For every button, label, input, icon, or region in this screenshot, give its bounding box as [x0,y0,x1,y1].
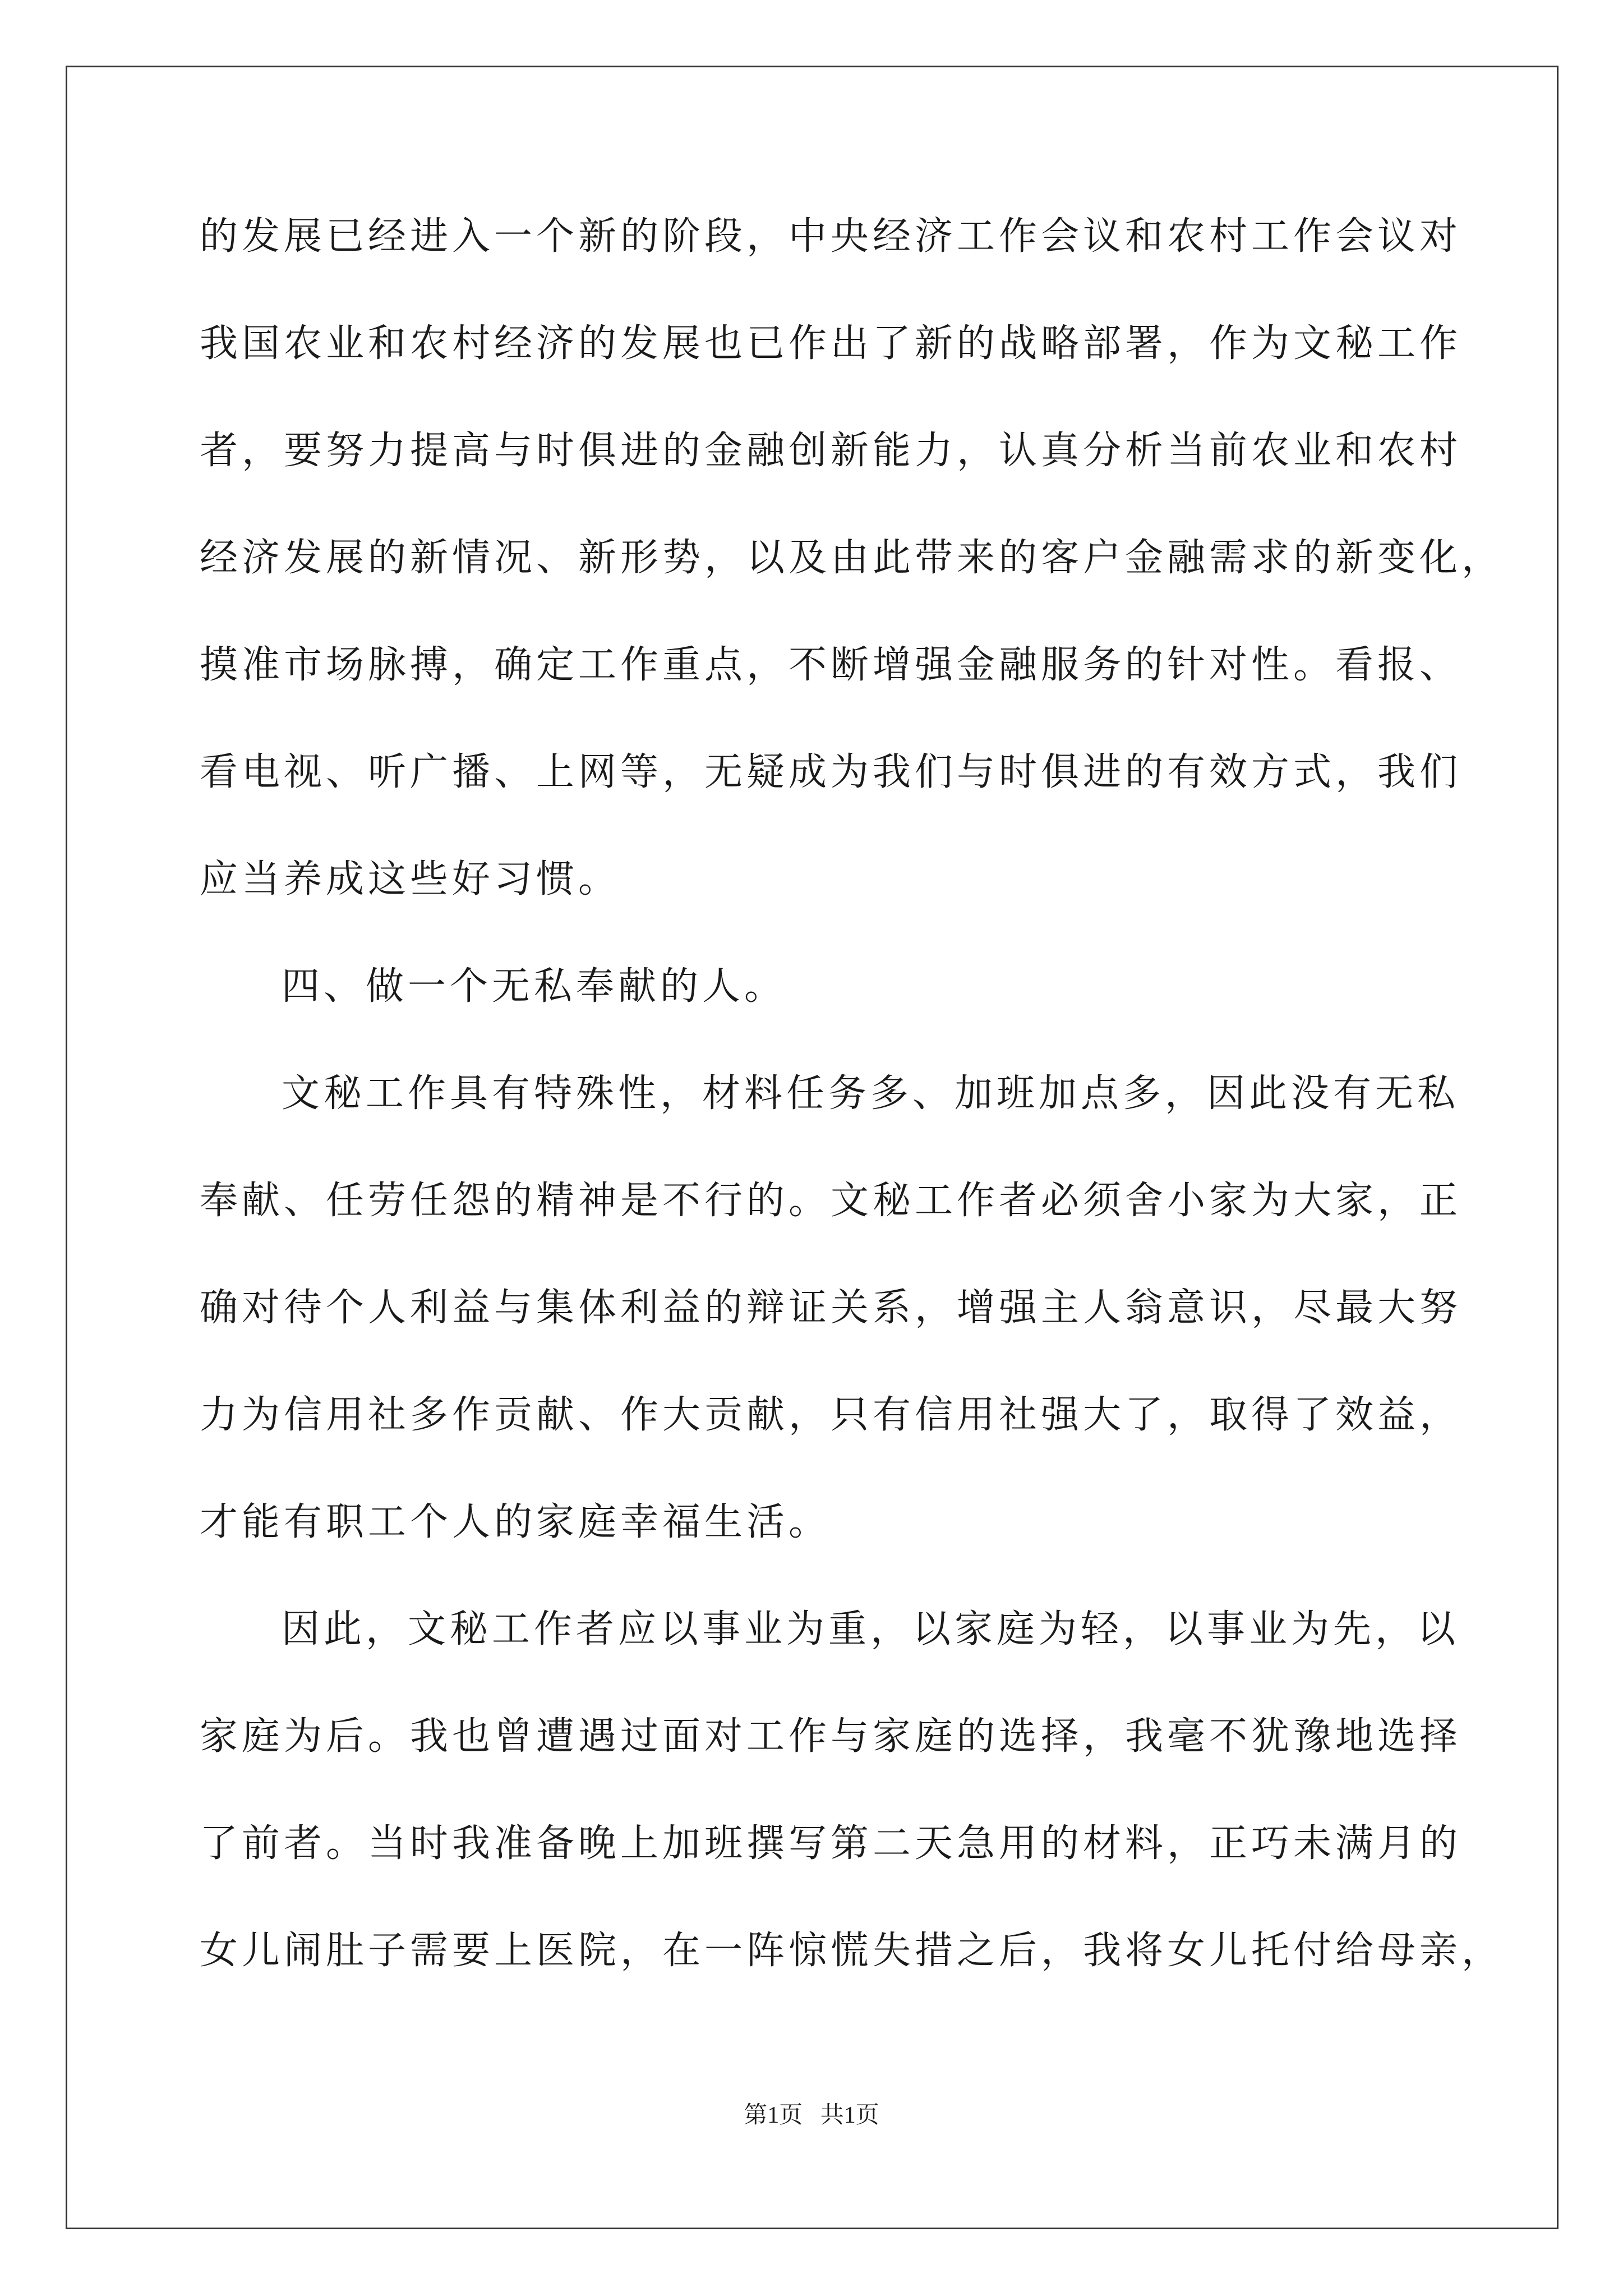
body-line: 看电视、听广播、上网等，无疑成为我们与时俱进的有效方式，我们 [200,750,1462,794]
body-line: 奉献、任劳任怨的精神是不行的。文秘工作者必须舍小家为大家，正 [200,1179,1462,1223]
body-line: 我国农业和农村经济的发展也已作出了新的战略部署，作为文秘工作 [200,321,1462,366]
body-line: 因此，文秘工作者应以事业为重，以家庭为轻，以事业为先，以 [282,1607,1460,1651]
page-footer: 第1页 共1页 [744,2102,879,2128]
body-line: 经济发展的新情况、新形势，以及由此带来的客户金融需求的新变化， [200,536,1504,580]
body-line: 文秘工作具有特殊性，材料任务多、加班加点多，因此没有无私 [282,1071,1460,1116]
body-line: 者，要努力提高与时俱进的金融创新能力，认真分析当前农业和农村 [200,429,1462,473]
body-line: 应当养成这些好习惯。 [200,857,621,901]
body-line: 家庭为后。我也曾遭遇过面对工作与家庭的选择，我毫不犹豫地选择 [200,1714,1462,1759]
body-line: 摸准市场脉搏，确定工作重点，不断增强金融服务的针对性。看报、 [200,643,1462,687]
body-line: 了前者。当时我准备晚上加班撰写第二天急用的材料，正巧未满月的 [200,1821,1462,1866]
body-line: 确对待个人利益与集体利益的辩证关系，增强主人翁意识，尽最大努 [200,1286,1462,1330]
body-line: 才能有职工个人的家庭幸福生活。 [200,1500,831,1544]
body-line: 力为信用社多作贡献、作大贡献，只有信用社强大了，取得了效益， [200,1393,1462,1437]
body-line: 女儿闹肚子需要上医院，在一阵惊慌失措之后，我将女儿托付给母亲， [200,1929,1504,1973]
body-line: 的发展已经进入一个新的阶段，中央经济工作会议和农村工作会议对 [200,214,1462,259]
page-border [66,66,1559,2229]
section-heading: 四、做一个无私奉献的人。 [282,964,787,1009]
